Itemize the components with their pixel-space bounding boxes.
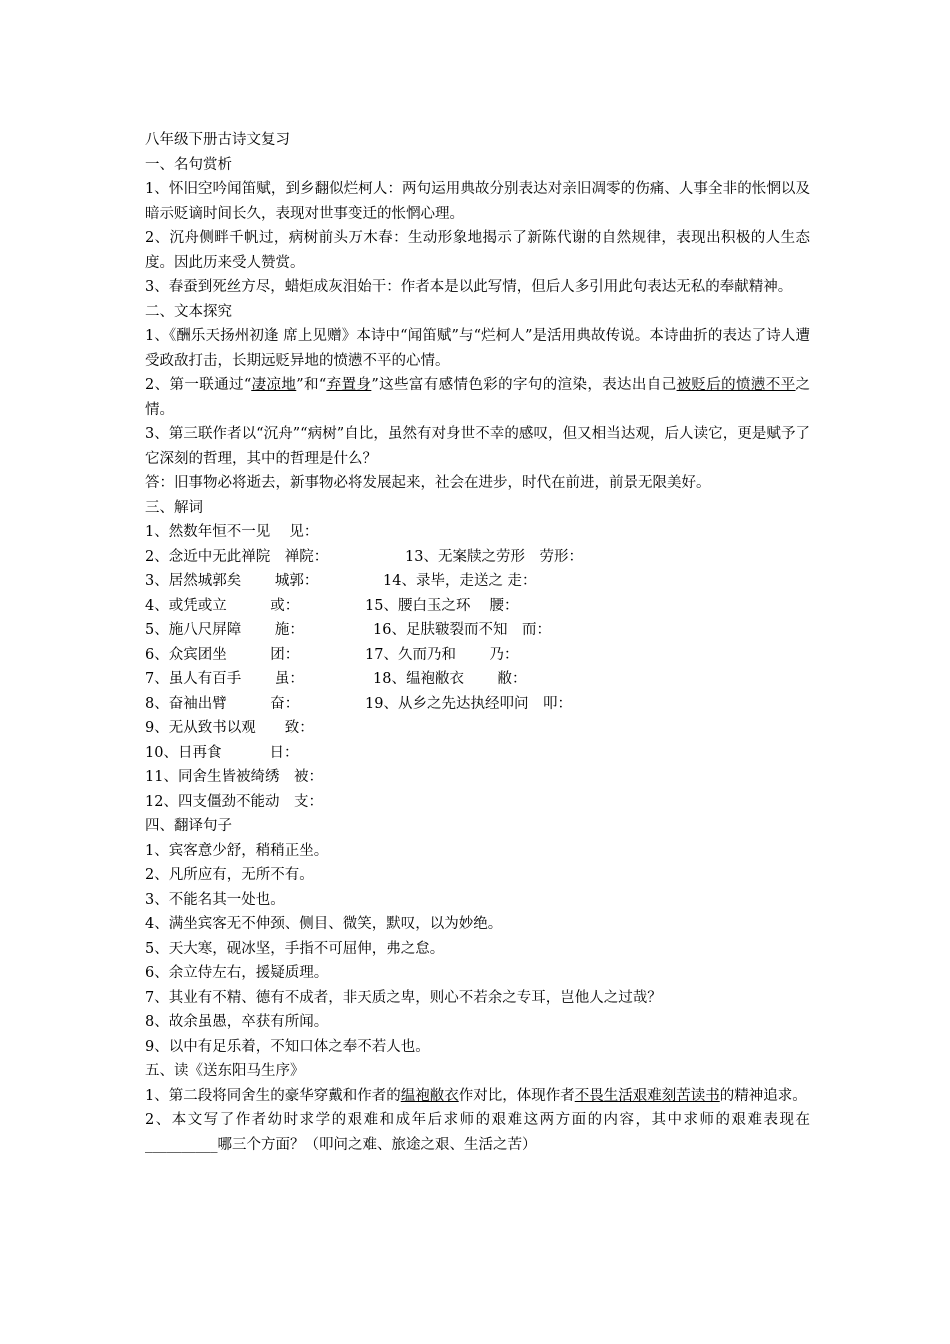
vocab-row: 4、或凭或立 或： 15、腰白玉之环 腰： (145, 597, 519, 614)
vocab-row: 10、日再食 日： (145, 744, 299, 761)
vocab-row: 9、无从致书以观 致： (145, 720, 314, 736)
paragraph: 1、《酬乐天扬州初逢 席上见赠》本诗中“闻笛赋”与“烂柯人”是活用典故传说。本诗曲折的表达了诗人遭受政敌打击，长期远贬异地的愤懑不平的心情。 (145, 328, 810, 369)
list-item: 6、余立侍左右，援疑质理。 (145, 965, 329, 981)
answer-blank: __________ (145, 1136, 218, 1153)
vocab-row: 6、众宾团坐 团： 17、久而乃和 乃： (145, 646, 519, 663)
section-heading-2: 二、文本探究 (145, 303, 232, 320)
underlined-text: 缊袍敝衣 (400, 1087, 459, 1104)
vocab-row: 2、念近中无此禅院 禅院： 13、无案牍之劳形 劳形： (145, 548, 583, 565)
paragraph: 2、沉舟侧畔千帆过，病树前头万木春：生动形象地揭示了新陈代谢的自然规律，表现出积极的人生态度。因此历来受人赞赏。 (145, 230, 810, 271)
list-item: 4、满坐宾客无不伸颈、侧目、微笑，默叹，以为妙绝。 (145, 916, 503, 932)
document-body (145, 128, 810, 1157)
list-item: 1、宾客意少舒，稍稍正坐。 (145, 842, 329, 859)
vocab-row: 12、四支僵劲不能动 支： (145, 793, 323, 810)
answer-text: 答：旧事物必将逝去，新事物必将发展起来，社会在进步，时代在前进，前景无限美好。 (145, 475, 711, 491)
list-item: 9、以中有足乐着，不知口体之奉不若人也。 (145, 1038, 430, 1055)
section-heading-4: 四、翻译句子 (145, 818, 232, 834)
paragraph: 3、第三联作者以“沉舟”“病树”自比，虽然有对身世不幸的感叹，但又相当达观，后人读它，更是赋予了它深刻的哲理，其中的哲理是什么？ (145, 426, 810, 467)
section-heading-1: 一、名句赏析 (145, 156, 232, 173)
vocab-row: 3、居然城郭矣 城郭： 14、录毕，走送之 走： (145, 573, 537, 589)
list-item: 7、其业有不精、德有不成者，非天质之卑，则心不若余之专耳，岂他人之过哉？ (145, 989, 662, 1006)
section-heading-3: 三、解词 (145, 499, 203, 516)
paragraph: 1、第二段将同舍生的豪华穿戴和作者的缊袍敝衣作对比，体现作者不畏生活艰难刻苦读书的精神追求。 (145, 1087, 807, 1104)
paragraph: 2、第一联通过“凄凉地”和“弃置身”这些富有感情色彩的字句的渲染，表达出自己被贬后的愤懑不平之情。 (145, 377, 811, 418)
document-title: 八年级下册古诗文复习 (145, 132, 290, 148)
underlined-text: 被贬后的愤懑不平 (676, 377, 796, 393)
paragraph: 2、本文写了作者幼时求学的艰难和成年后求师的艰难这两方面的内容，其中求师的艰难表现在__________哪三个方面？（叩问之难、旅途之艰、生活之苦） (145, 1112, 810, 1153)
paragraph: 3、春蚕到死丝方尽，蜡炬成灰泪始干：作者本是以此写情，但后人多引用此句表达无私的奉献精神。 (145, 279, 793, 295)
list-item: 3、不能名其一处也。 (145, 891, 285, 908)
section-heading-5: 五、读《送东阳马生序》 (145, 1063, 305, 1079)
underlined-text: 弃置身 (326, 377, 372, 393)
vocab-row: 7、虽人有百手 虽： 18、缊袍敝衣 敝： (145, 671, 527, 687)
paragraph: 1、怀旧空吟闻笛赋，到乡翻似烂柯人：两句运用典故分别表达对亲旧凋零的伤痛、人事全非的怅惘以及暗示贬谪时间长久，表现对世事变迁的怅惘心理。 (145, 181, 810, 222)
vocab-row: 1、然数年恒不一见 见： (145, 524, 319, 540)
vocab-row: 11、同舍生皆被绮绣 被： (145, 769, 323, 785)
vocab-row: 5、施八尺屏障 施： 16、足肤皲裂而不知 而： (145, 622, 551, 638)
list-item: 2、凡所应有，无所不有。 (145, 867, 314, 883)
underlined-text: 凄凉地 (251, 377, 297, 393)
vocab-row: 8、奋袖出臂 奋： 19、从乡之先达执经叩问 叩： (145, 695, 572, 712)
list-item: 8、故余虽愚，卒获有所闻。 (145, 1014, 329, 1030)
underlined-text: 不畏生活艰难刻苦读书 (574, 1087, 720, 1104)
list-item: 5、天大寒，砚冰坚，手指不可屈伸，弗之怠。 (145, 940, 445, 957)
